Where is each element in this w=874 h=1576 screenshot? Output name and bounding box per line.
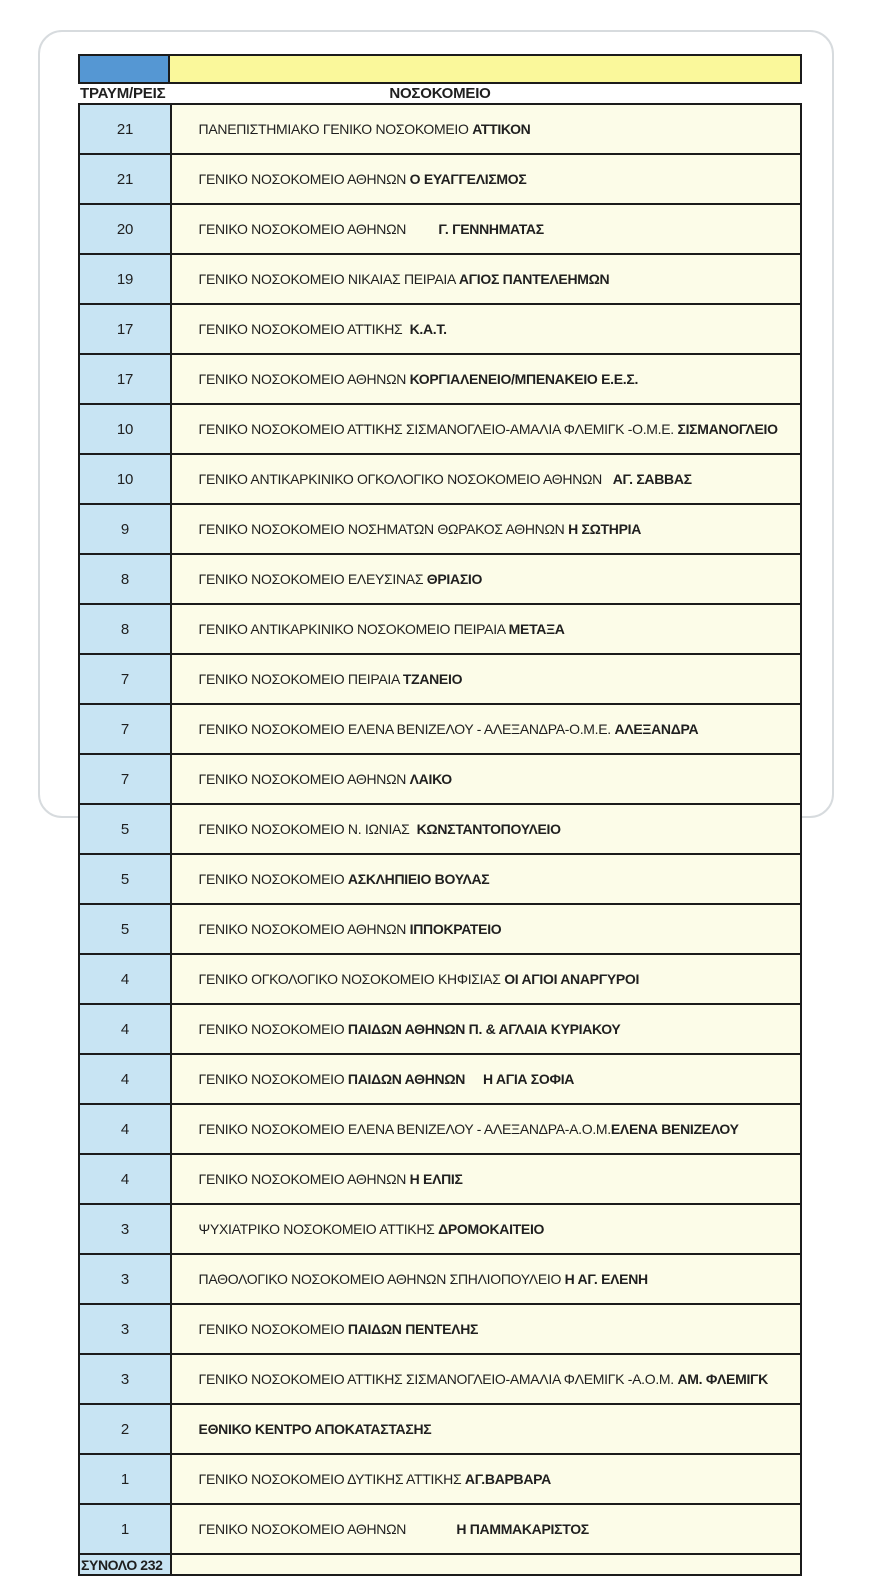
injured-count: 4 xyxy=(120,1170,130,1188)
injured-count: 4 xyxy=(120,1120,130,1138)
hospital-prefix: ΓΕΝΙΚΟ ΝΟΣΟΚΟΜΕΙΟ ΑΘΗΝΩΝ xyxy=(198,221,439,237)
legend-yellow-cell xyxy=(170,56,800,82)
hospital-name: ΚΟΡΓΙΑΛΕΝΕΙΟ/ΜΠΕΝΑΚΕΙΟ Ε.Ε.Σ. xyxy=(409,371,639,387)
hospital-name: Κ.Α.Τ. xyxy=(409,321,447,337)
injured-count: 10 xyxy=(116,470,134,488)
injured-count: 3 xyxy=(120,1270,130,1288)
hospital-prefix: ΓΕΝΙΚΟ ΝΟΣΟΚΟΜΕΙΟ xyxy=(198,1021,348,1037)
injured-count-cell xyxy=(79,1504,171,1554)
table-row xyxy=(79,1004,801,1054)
hospital-cell xyxy=(171,1054,801,1104)
hospital-name: Ο ΕΥΑΓΓΕΛΙΣΜΟΣ xyxy=(409,171,527,187)
hospital-cell xyxy=(171,504,801,554)
hospital-cell xyxy=(171,354,801,404)
hospital-cell xyxy=(171,454,801,504)
hospital-cell xyxy=(171,604,801,654)
table-row xyxy=(79,954,801,1004)
hospital-cell xyxy=(171,1504,801,1554)
hospital-prefix: ΓΕΝΙΚΟ ΝΟΣΟΚΟΜΕΙΟ ΝΟΣΗΜΑΤΩΝ ΘΩΡΑΚΟΣ ΑΘΗΝΩΝ xyxy=(198,521,569,537)
legend-band xyxy=(78,54,802,84)
hospital-prefix: ΓΕΝΙΚΟ ΑΝΤΙΚΑΡΚΙΝΙΚΟ ΟΓΚΟΛΟΓΙΚΟ ΝΟΣΟΚΟΜΕΙΟ ΑΘΗΝΩΝ xyxy=(198,471,613,487)
table-row xyxy=(79,454,801,504)
injured-count-cell xyxy=(79,554,171,604)
hospital-prefix: ΓΕΝΙΚΟ ΝΟΣΟΚΟΜΕΙΟ ΔΥΤΙΚΗΣ ΑΤΤΙΚΗΣ xyxy=(198,1471,465,1487)
hospital-name: ΑΤΤΙΚΟΝ xyxy=(472,121,531,137)
injured-count: 19 xyxy=(116,270,134,288)
hospital-name: ΠΑΙΔΩΝ ΑΘΗΝΩΝ Π. & ΑΓΛΑΙΑ ΚΥΡΙΑΚΟΥ xyxy=(347,1021,621,1037)
hospital-prefix: ΓΕΝΙΚΟ ΝΟΣΟΚΟΜΕΙΟ ΑΤΤΙΚΗΣ ΣΙΣΜΑΝΟΓΛΕΙΟ-ΑΜΑΛΙΑ ΦΛΕΜΙΓΚ -Α.Ο.Μ. xyxy=(198,1371,678,1387)
table-row xyxy=(79,354,801,404)
hospital-cell xyxy=(171,1354,801,1404)
injured-count: 17 xyxy=(116,370,134,388)
hospital-prefix: ΠΑΝΕΠΙΣΤΗΜΙΑΚΟ ΓΕΝΙΚΟ ΝΟΣΟΚΟΜΕΙΟ xyxy=(198,121,473,137)
hospital-cell xyxy=(171,1104,801,1154)
hospital-cell xyxy=(171,1454,801,1504)
injured-count-cell xyxy=(79,104,171,154)
hospital-name: Η ΣΩΤΗΡΙΑ xyxy=(568,521,642,537)
hospital-name: Η ΑΓ. ΕΛΕΝΗ xyxy=(564,1271,648,1287)
injured-count: 1 xyxy=(120,1470,130,1488)
hospital-name: Η ΠΑΜΜΑΚΑΡΙΣΤΟΣ xyxy=(456,1521,589,1537)
hospital-cell xyxy=(171,104,801,154)
injured-count-cell xyxy=(79,504,171,554)
injured-count-cell xyxy=(79,1254,171,1304)
hospital-prefix: ΓΕΝΙΚΟ ΝΟΣΟΚΟΜΕΙΟ ΑΘΗΝΩΝ xyxy=(198,771,410,787)
injured-count: 21 xyxy=(116,120,134,138)
hospital-cell xyxy=(171,654,801,704)
table-row xyxy=(79,804,801,854)
injured-count: 4 xyxy=(120,1020,130,1038)
hospital-name: ΙΠΠΟΚΡΑΤΕΙΟ xyxy=(409,921,502,937)
table-row xyxy=(79,254,801,304)
injured-count-cell xyxy=(79,854,171,904)
hospital-cell xyxy=(171,904,801,954)
injured-count: 2 xyxy=(120,1420,130,1438)
hospital-name: ΠΑΙΔΩΝ ΠΕΝΤΕΛΗΣ xyxy=(347,1321,479,1337)
hospital-prefix: ΓΕΝΙΚΟ ΑΝΤΙΚΑΡΚΙΝΙΚΟ ΝΟΣΟΚΟΜΕΙΟ ΠΕΙΡΑΙΑ xyxy=(198,621,509,637)
hospital-prefix: ΓΕΝΙΚΟ ΝΟΣΟΚΟΜΕΙΟ ΑΤΤΙΚΗΣ xyxy=(198,321,410,337)
injured-count-cell xyxy=(79,154,171,204)
injured-count: 10 xyxy=(116,420,134,438)
table-row xyxy=(79,904,801,954)
injured-count: 5 xyxy=(120,920,130,938)
hospital-cell xyxy=(171,554,801,604)
total-label-cell xyxy=(79,1554,171,1575)
injured-count: 4 xyxy=(120,1070,130,1088)
hospital-prefix: ΓΕΝΙΚΟ ΟΓΚΟΛΟΓΙΚΟ ΝΟΣΟΚΟΜΕΙΟ ΚΗΦΙΣΙΑΣ xyxy=(198,971,505,987)
hospital-cell xyxy=(171,1254,801,1304)
table-content xyxy=(78,54,802,1576)
injured-count: 4 xyxy=(120,970,130,988)
table-row xyxy=(79,154,801,204)
hospital-cell xyxy=(171,1404,801,1454)
injured-count: 20 xyxy=(116,220,134,238)
table-row xyxy=(79,1204,801,1254)
table-row xyxy=(79,1304,801,1354)
hospital-prefix: ΨΥΧΙΑΤΡΙΚΟ ΝΟΣΟΚΟΜΕΙΟ ΑΤΤΙΚΗΣ xyxy=(198,1221,439,1237)
hospital-prefix: ΓΕΝΙΚΟ ΝΟΣΟΚΟΜΕΙΟ ΑΘΗΝΩΝ xyxy=(198,371,410,387)
table-row xyxy=(79,1354,801,1404)
injured-count: 21 xyxy=(116,170,134,188)
table-row xyxy=(79,1404,801,1454)
hospital-name: Η ΕΛΠΙΣ xyxy=(409,1171,463,1187)
hospital-name: ΤΖΑΝΕΙΟ xyxy=(402,671,463,687)
injured-count-cell xyxy=(79,654,171,704)
hospital-cell xyxy=(171,1004,801,1054)
injured-count: 5 xyxy=(120,870,130,888)
hospitals-table xyxy=(78,103,802,1576)
table-row xyxy=(79,1054,801,1104)
hospital-prefix: ΓΕΝΙΚΟ ΝΟΣΟΚΟΜΕΙΟ ΝΙΚΑΙΑΣ ΠΕΙΡΑΙΑ xyxy=(198,271,459,287)
hospital-prefix: ΓΕΝΙΚΟ ΝΟΣΟΚΟΜΕΙΟ xyxy=(198,1321,348,1337)
hospital-prefix: ΓΕΝΙΚΟ ΝΟΣΟΚΟΜΕΙΟ ΑΘΗΝΩΝ xyxy=(198,921,410,937)
injured-count: 3 xyxy=(120,1220,130,1238)
hospital-cell xyxy=(171,304,801,354)
hospital-cell xyxy=(171,804,801,854)
injured-count-cell xyxy=(79,254,171,304)
injured-count-cell xyxy=(79,1204,171,1254)
hospital-prefix: ΓΕΝΙΚΟ ΝΟΣΟΚΟΜΕΙΟ xyxy=(198,1071,348,1087)
total-label: ΣΥΝΟΛΟ 232 xyxy=(81,1556,163,1573)
column-headers-row xyxy=(78,84,802,103)
table-row xyxy=(79,1154,801,1204)
hospital-prefix: ΠΑΘΟΛΟΓΙΚΟ ΝΟΣΟΚΟΜΕΙΟ ΑΘΗΝΩΝ ΣΠΗΛΙΟΠΟΥΛΕΙΟ xyxy=(198,1271,565,1287)
hospital-prefix: ΓΕΝΙΚΟ ΝΟΣΟΚΟΜΕΙΟ xyxy=(198,871,348,887)
table-row xyxy=(79,504,801,554)
table-row xyxy=(79,104,801,154)
hospital-prefix: ΓΕΝΙΚΟ ΝΟΣΟΚΟΜΕΙΟ ΕΛΕΥΣΙΝΑΣ xyxy=(198,571,427,587)
hospital-cell xyxy=(171,1154,801,1204)
hospital-cell xyxy=(171,154,801,204)
hospital-name: ΑΓ. ΣΑΒΒΑΣ xyxy=(612,471,692,487)
hospital-name: ΕΛΕΝΑ ΒΕΝΙΖΕΛΟΥ xyxy=(610,1121,739,1137)
hospital-name: ΑΛΕΞΑΝΔΡΑ xyxy=(614,721,699,737)
injured-count: 3 xyxy=(120,1370,130,1388)
hospital-name: ΑΓ.ΒΑΡΒΑΡΑ xyxy=(464,1471,551,1487)
total-row xyxy=(79,1554,801,1575)
table-row xyxy=(79,1104,801,1154)
injured-count: 9 xyxy=(120,520,130,538)
hospital-name: ΑΓΙΟΣ ΠΑΝΤΕΛΕΗΜΩΝ xyxy=(458,271,610,287)
hospital-prefix: ΓΕΝΙΚΟ ΝΟΣΟΚΟΜΕΙΟ ΠΕΙΡΑΙΑ xyxy=(198,671,403,687)
hospital-prefix: ΓΕΝΙΚΟ ΝΟΣΟΚΟΜΕΙΟ ΕΛΕΝΑ ΒΕΝΙΖΕΛΟΥ - ΑΛΕΞΑΝΔΡΑ-Α.Ο.Μ. xyxy=(198,1121,611,1137)
hospital-cell xyxy=(171,954,801,1004)
hospital-name: ΣΙΣΜΑΝΟΓΛΕΙΟ xyxy=(677,421,778,437)
hospital-cell xyxy=(171,254,801,304)
injured-count: 5 xyxy=(120,820,130,838)
hospital-name: ΛΑΙΚΟ xyxy=(409,771,452,787)
table-card xyxy=(38,30,834,1573)
injured-count-cell xyxy=(79,1304,171,1354)
injured-count-cell xyxy=(79,1454,171,1504)
injured-count-cell xyxy=(79,704,171,754)
table-row xyxy=(79,554,801,604)
hospital-name: ΑΣΚΛΗΠΙΕΙΟ ΒΟΥΛΑΣ xyxy=(347,871,490,887)
table-row xyxy=(79,1254,801,1304)
table-row xyxy=(79,304,801,354)
hospital-cell xyxy=(171,854,801,904)
injured-count-cell xyxy=(79,454,171,504)
hospital-cell xyxy=(171,754,801,804)
hospital-prefix: ΓΕΝΙΚΟ ΝΟΣΟΚΟΜΕΙΟ Ν. ΙΩΝΙΑΣ xyxy=(198,821,417,837)
hospital-prefix: ΓΕΝΙΚΟ ΝΟΣΟΚΟΜΕΙΟ ΕΛΕΝΑ ΒΕΝΙΖΕΛΟΥ - ΑΛΕΞΑΝΔΡΑ-Ο.Μ.Ε. xyxy=(198,721,615,737)
hospital-name: ΠΑΙΔΩΝ ΑΘΗΝΩΝ Η ΑΓΙΑ ΣΟΦΙΑ xyxy=(347,1071,575,1087)
injured-count-cell xyxy=(79,804,171,854)
table-row xyxy=(79,754,801,804)
injured-count-cell xyxy=(79,404,171,454)
table-row xyxy=(79,404,801,454)
injured-count-cell xyxy=(79,1354,171,1404)
hospital-cell xyxy=(171,204,801,254)
injured-count: 7 xyxy=(120,670,130,688)
hospital-name: ΕΘΝΙΚΟ ΚΕΝΤΡΟ ΑΠΟΚΑΤΑΣΤΑΣΗΣ xyxy=(198,1421,432,1437)
injured-count-cell xyxy=(79,954,171,1004)
injured-count-cell xyxy=(79,304,171,354)
column-header-hospital: ΝΟΣΟΚΟΜΕΙΟ xyxy=(389,85,491,102)
injured-count-cell xyxy=(79,1154,171,1204)
hospital-prefix: ΓΕΝΙΚΟ ΝΟΣΟΚΟΜΕΙΟ ΑΘΗΝΩΝ xyxy=(198,171,410,187)
hospital-name: ΑΜ. ΦΛΕΜΙΓΚ xyxy=(677,1371,768,1387)
hospital-name: ΚΩΝΣΤΑΝΤΟΠΟΥΛΕΙΟ xyxy=(416,821,561,837)
injured-count-cell xyxy=(79,604,171,654)
injured-count-cell xyxy=(79,204,171,254)
table-row xyxy=(79,854,801,904)
table-row xyxy=(79,704,801,754)
legend-blue-cell xyxy=(80,56,170,82)
injured-count: 7 xyxy=(120,720,130,738)
injured-count: 8 xyxy=(120,570,130,588)
table-row xyxy=(79,1454,801,1504)
injured-count: 1 xyxy=(120,1520,130,1538)
injured-count-cell xyxy=(79,1054,171,1104)
hospital-prefix: ΓΕΝΙΚΟ ΝΟΣΟΚΟΜΕΙΟ ΑΘΗΝΩΝ xyxy=(198,1171,410,1187)
hospital-name: ΜΕΤΑΞΑ xyxy=(508,621,565,637)
table-row xyxy=(79,1504,801,1554)
injured-count-cell xyxy=(79,354,171,404)
injured-count-cell xyxy=(79,1404,171,1454)
table-row xyxy=(79,654,801,704)
injured-count: 17 xyxy=(116,320,134,338)
injured-count: 3 xyxy=(120,1320,130,1338)
injured-count-cell xyxy=(79,1004,171,1054)
hospital-name: Γ. ΓΕΝΝΗΜΑΤΑΣ xyxy=(438,221,544,237)
hospital-name: ΟΙ ΑΓΙΟΙ ΑΝΑΡΓΥΡΟΙ xyxy=(504,971,640,987)
hospital-cell xyxy=(171,704,801,754)
hospital-name: ΘΡΙΑΣΙΟ xyxy=(426,571,483,587)
injured-count-cell xyxy=(79,754,171,804)
hospital-name: ΔΡΟΜΟΚΑΙΤΕΙΟ xyxy=(438,1221,545,1237)
hospital-cell xyxy=(171,1304,801,1354)
total-empty-cell xyxy=(171,1554,801,1575)
table-row xyxy=(79,604,801,654)
injured-count: 8 xyxy=(120,620,130,638)
hospital-prefix: ΓΕΝΙΚΟ ΝΟΣΟΚΟΜΕΙΟ ΑΤΤΙΚΗΣ ΣΙΣΜΑΝΟΓΛΕΙΟ-ΑΜΑΛΙΑ ΦΛΕΜΙΓΚ -Ο.Μ.Ε. xyxy=(198,421,678,437)
injured-count-cell xyxy=(79,1104,171,1154)
hospital-cell xyxy=(171,1204,801,1254)
table-row xyxy=(79,204,801,254)
injured-count-cell xyxy=(79,904,171,954)
injured-count: 7 xyxy=(120,770,130,788)
column-header-count: ΤΡΑΥΜ/ΡΕΙΣ xyxy=(80,85,166,102)
hospital-prefix: ΓΕΝΙΚΟ ΝΟΣΟΚΟΜΕΙΟ ΑΘΗΝΩΝ xyxy=(198,1521,457,1537)
hospital-cell xyxy=(171,404,801,454)
